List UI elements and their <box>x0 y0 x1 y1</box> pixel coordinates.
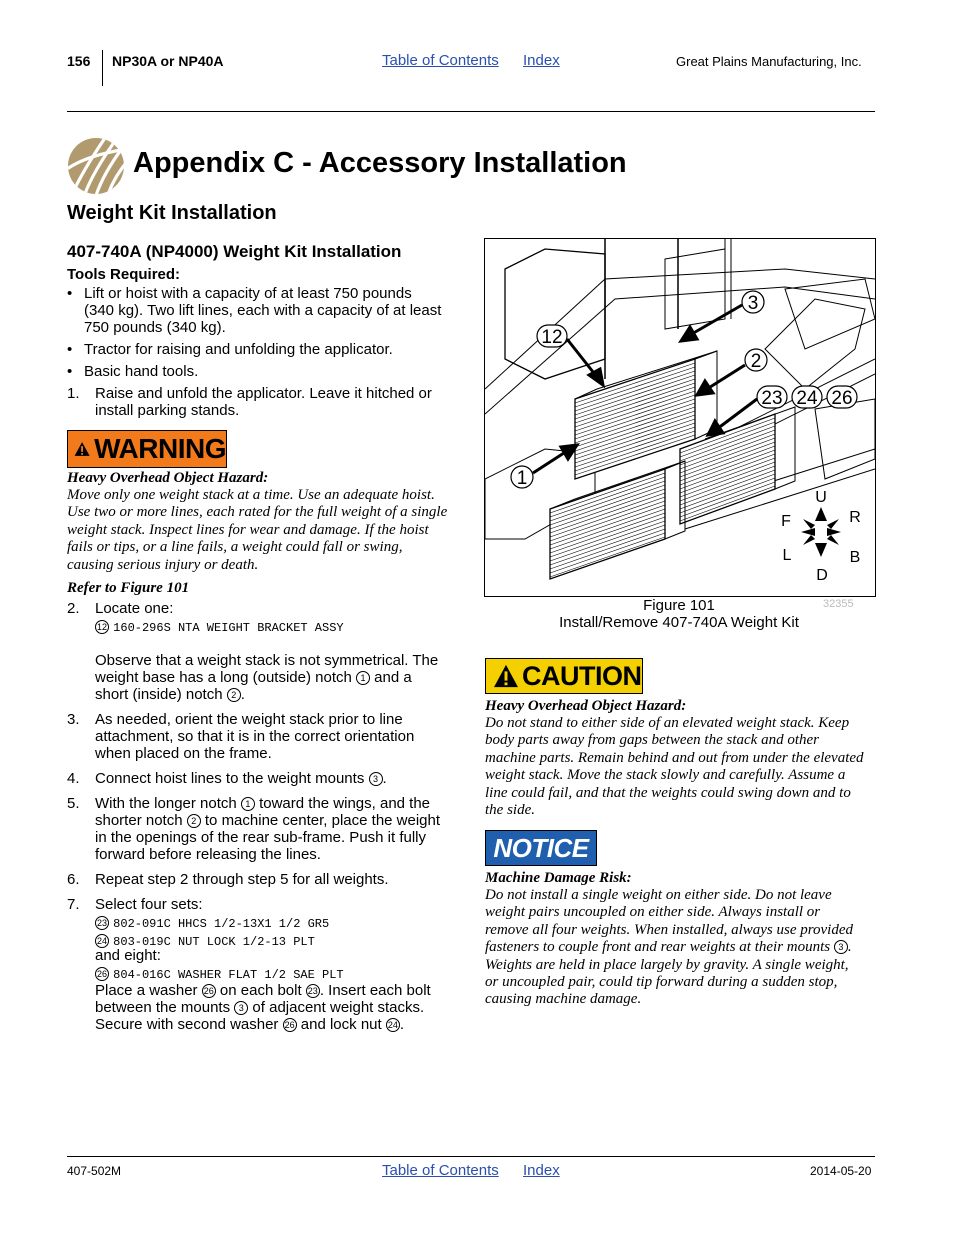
step-text: in the openings of the rear sub-frame. Push it fully <box>95 829 427 846</box>
bullet: • <box>67 285 73 302</box>
callout-marker: 2 <box>187 814 201 828</box>
tool-item: 750 pounds (340 kg). <box>84 319 226 336</box>
leader-12 <box>567 339 597 377</box>
notice-title: Machine Damage Risk: <box>485 870 632 886</box>
callout-23: 23 <box>761 388 783 409</box>
compass-arrow-up <box>815 507 827 521</box>
step-3 <box>67 711 467 763</box>
notice-sign <box>485 830 597 866</box>
notice-line: Do not install a single weight on either side. Do not leave <box>485 887 832 903</box>
caution-label: CAUTION <box>522 660 642 691</box>
notice-line <box>485 939 880 956</box>
caution-triangle-icon <box>493 664 519 688</box>
step-text: when placed on the frame. <box>95 745 272 762</box>
notice-line: remove all four weights. When installed, always use provided <box>485 921 854 938</box>
notice-line: or uncoupled pair, could tip forward during a sudden stop, <box>485 974 838 991</box>
header-divider <box>102 50 103 86</box>
warning-sign <box>67 430 227 468</box>
compass-left: L <box>782 547 792 564</box>
text-run: short (inside) notch <box>95 686 227 703</box>
tools-heading: Tools Required: <box>67 266 181 283</box>
step-text: and eight: <box>95 947 161 964</box>
warning-label: WARNING <box>94 433 226 464</box>
text-run: . <box>847 939 852 956</box>
step-number: 3. <box>67 711 80 728</box>
step-text: Locate one: <box>95 600 174 617</box>
notice-label: NOTICE <box>493 832 589 863</box>
callout-24: 24 <box>796 388 818 409</box>
warning-line: Use two or more lines, each rated for the full weight of a single <box>67 504 448 521</box>
callout-marker: 3 <box>369 772 383 786</box>
callout-marker: 3 <box>234 1001 248 1015</box>
text-run: Place a washer <box>95 982 202 999</box>
section-title: Weight Kit Installation <box>67 202 277 224</box>
figure-caption <box>484 597 874 631</box>
notice-text <box>485 887 880 1009</box>
callout-marker: 23 <box>307 986 318 996</box>
step-text: attachment, so that it is in the correct orientation <box>95 728 415 745</box>
figure-number: Figure 101 <box>643 597 715 614</box>
leader-1 <box>533 451 567 473</box>
text-run: and lock nut <box>296 1016 386 1033</box>
subsection-title: 407-740A (NP4000) Weight Kit Installation <box>67 242 402 261</box>
step-number: 4. <box>67 770 80 787</box>
text-run: to machine center, place the weight <box>200 812 441 829</box>
caution-title: Heavy Overhead Object Hazard: <box>485 698 687 714</box>
index-link[interactable]: Index <box>523 52 560 69</box>
text-run: With the longer notch <box>95 795 241 812</box>
figure-101 <box>484 238 876 597</box>
warning-triangle-icon <box>74 436 90 462</box>
part-number: 802-091C HHCS 1/2-13X1 1/2 GR5 <box>113 917 330 931</box>
observe-text <box>95 669 412 686</box>
tool-item: (340 kg). Two lift lines, each with a capacity of at least <box>84 302 442 319</box>
caution-line: line could fail, and that the weights could swing down and to <box>485 784 851 801</box>
callout-26: 26 <box>831 388 853 409</box>
leader-3-arrowhead <box>681 327 697 341</box>
callout-marker: 1 <box>241 797 255 811</box>
callout-marker: 26 <box>284 1020 295 1030</box>
compass-front: F <box>781 513 791 530</box>
toc-link[interactable]: Table of Contents <box>382 52 499 69</box>
callout-3: 3 <box>747 293 759 314</box>
compass-arrow-right <box>827 528 841 536</box>
step-text <box>95 795 430 812</box>
step-text <box>95 770 387 787</box>
caution-line: body parts away from gaps between the stack and other <box>485 732 819 749</box>
callout-marker: 24 <box>96 936 107 946</box>
compass-up: U <box>815 489 827 506</box>
caution-text <box>485 715 880 819</box>
step-2 <box>67 600 467 703</box>
callout-marker: 23 <box>96 918 107 928</box>
text-run: . <box>399 1016 405 1033</box>
step-text <box>95 1016 404 1033</box>
leader-2 <box>707 365 745 389</box>
appendix-title: Appendix C - Accessory Installation <box>133 147 627 179</box>
header-rule <box>67 111 875 112</box>
caution-line: Do not stand to either side of an elevated weight stack. Keep <box>485 715 850 731</box>
compass-arrow-rb <box>827 535 839 545</box>
step-number: 5. <box>67 795 80 812</box>
caution-sign <box>485 658 643 694</box>
leader-3 <box>690 305 742 335</box>
callout-marker: 2 <box>227 688 241 702</box>
compass-down: D <box>816 567 828 584</box>
step-text <box>95 982 431 999</box>
leader-23-arrowhead <box>708 421 723 435</box>
part-number: 803-019C NUT LOCK 1/2-13 PLT <box>113 935 315 949</box>
step-1 <box>67 385 467 425</box>
text-run: weight base has a long (outside) notch <box>95 669 356 686</box>
great-plains-logo <box>67 137 125 195</box>
notice-line: Weights are held in place largely by gravity. A single weight, <box>485 956 849 973</box>
caution-line: weight stack. Move the stack slowly and carefully. Assume a <box>485 767 846 784</box>
text-run: on each bolt <box>215 982 306 999</box>
callout-marker: 24 <box>387 1020 398 1030</box>
step-number: 1. <box>67 385 80 402</box>
compass-arrow-down <box>815 543 827 557</box>
doc-date: 2014-05-20 <box>810 1164 872 1178</box>
observe-text: Observe that a weight stack is not symmetrical. The <box>95 652 439 669</box>
step-text: Repeat step 2 through step 5 for all weights. <box>95 871 389 888</box>
callout-marker: 12 <box>96 622 107 632</box>
step-number: 6. <box>67 871 80 888</box>
compass-arrow-fr <box>827 519 839 529</box>
part-number: 804-016C WASHER FLAT 1/2 SAE PLT <box>113 968 344 982</box>
leader-2-arrowhead <box>697 381 713 395</box>
caution-line: machine parts. Remain behind and out from under the elevated <box>485 749 864 766</box>
step-text: As needed, orient the weight stack prior to line <box>95 711 403 728</box>
orientation-compass <box>781 489 861 584</box>
part-number: 160-296S NTA WEIGHT BRACKET ASSY <box>113 621 344 635</box>
text-run: and a <box>370 669 412 686</box>
text-run: Connect hoist lines to the weight mounts <box>95 770 369 787</box>
callout-marker: 1 <box>356 671 370 685</box>
text-run: . <box>240 686 245 703</box>
callout-marker: 26 <box>96 969 107 979</box>
part-line <box>95 914 329 933</box>
step-7 <box>67 896 467 1036</box>
bullet: • <box>67 363 73 380</box>
tool-item: Tractor for raising and unfolding the applicator. <box>84 341 393 358</box>
company-name: Great Plains Manufacturing, Inc. <box>676 54 862 69</box>
footer-toc-link[interactable]: Table of Contents <box>382 1162 499 1179</box>
compass-right: R <box>849 509 861 526</box>
warning-text <box>67 487 467 574</box>
step-number: 7. <box>67 896 80 913</box>
text-run: of adjacent weight stacks. <box>248 999 425 1016</box>
weight-kit-illustration <box>485 239 875 596</box>
compass-arrow-fl <box>803 519 815 529</box>
step-text: Raise and unfold the applicator. Leave it hitched or <box>95 385 432 402</box>
observe-text <box>95 686 245 703</box>
notice-line: weight pairs uncoupled on either side. Always install or <box>485 904 821 921</box>
step-text <box>95 999 424 1016</box>
text-run: . <box>382 770 387 787</box>
warning-line: Move only one weight stack at a time. Use an adequate hoist. <box>67 487 435 503</box>
warning-line: causing serious injury or death. <box>67 556 259 573</box>
warning-title: Heavy Overhead Object Hazard: <box>67 470 269 486</box>
callout-1: 1 <box>516 468 528 489</box>
callout-12: 12 <box>541 327 563 348</box>
step-5 <box>67 795 467 865</box>
tool-item: Basic hand tools. <box>84 363 199 380</box>
weight-stack <box>550 461 685 579</box>
tool-item: Lift or hoist with a capacity of at least 750 pounds <box>84 285 412 302</box>
compass-arrow-lb <box>803 535 815 545</box>
figure-image-id: 32355 <box>823 598 854 610</box>
caution-line: the side. <box>485 802 535 819</box>
step-text: forward before releasing the lines. <box>95 846 321 863</box>
step-4 <box>67 770 467 790</box>
refer-figure: Refer to Figure 101 <box>67 580 190 596</box>
step-text <box>95 812 440 829</box>
compass-arrow-left <box>801 528 815 536</box>
footer-rule <box>67 1156 875 1157</box>
callout-2: 2 <box>750 351 762 372</box>
part-line <box>95 618 344 637</box>
warning-line: weight stack. Inspect lines for wear and damage. If the hoist <box>67 521 429 538</box>
figure-title: Install/Remove 407-740A Weight Kit <box>559 614 799 631</box>
step-text: install parking stands. <box>95 402 240 419</box>
step-text: Select four sets: <box>95 896 203 913</box>
text-run: toward the wings, and the <box>254 795 431 812</box>
footer-index-link[interactable]: Index <box>523 1162 560 1179</box>
bullet: • <box>67 341 73 358</box>
compass-back: B <box>849 549 861 566</box>
warning-line: fails or tips, or a line fails, a weight could fall or swing, <box>67 539 403 556</box>
callout-marker: 26 <box>203 986 214 996</box>
text-run: shorter notch <box>95 812 187 829</box>
page-number: 156 <box>67 53 91 69</box>
step-6 <box>67 871 467 891</box>
doc-title: NP30A or NP40A <box>112 53 224 69</box>
step-number: 2. <box>67 600 80 617</box>
text-run: . Insert each bolt <box>319 982 431 999</box>
callout-marker: 3 <box>834 940 848 954</box>
text-run: fasteners to couple front and rear weights at their mounts <box>485 939 834 956</box>
notice-line: causing machine damage. <box>485 991 642 1008</box>
text-run: between the mounts <box>95 999 235 1016</box>
doc-number: 407-502M <box>67 1164 122 1178</box>
text-run: Secure with second washer <box>95 1016 283 1033</box>
